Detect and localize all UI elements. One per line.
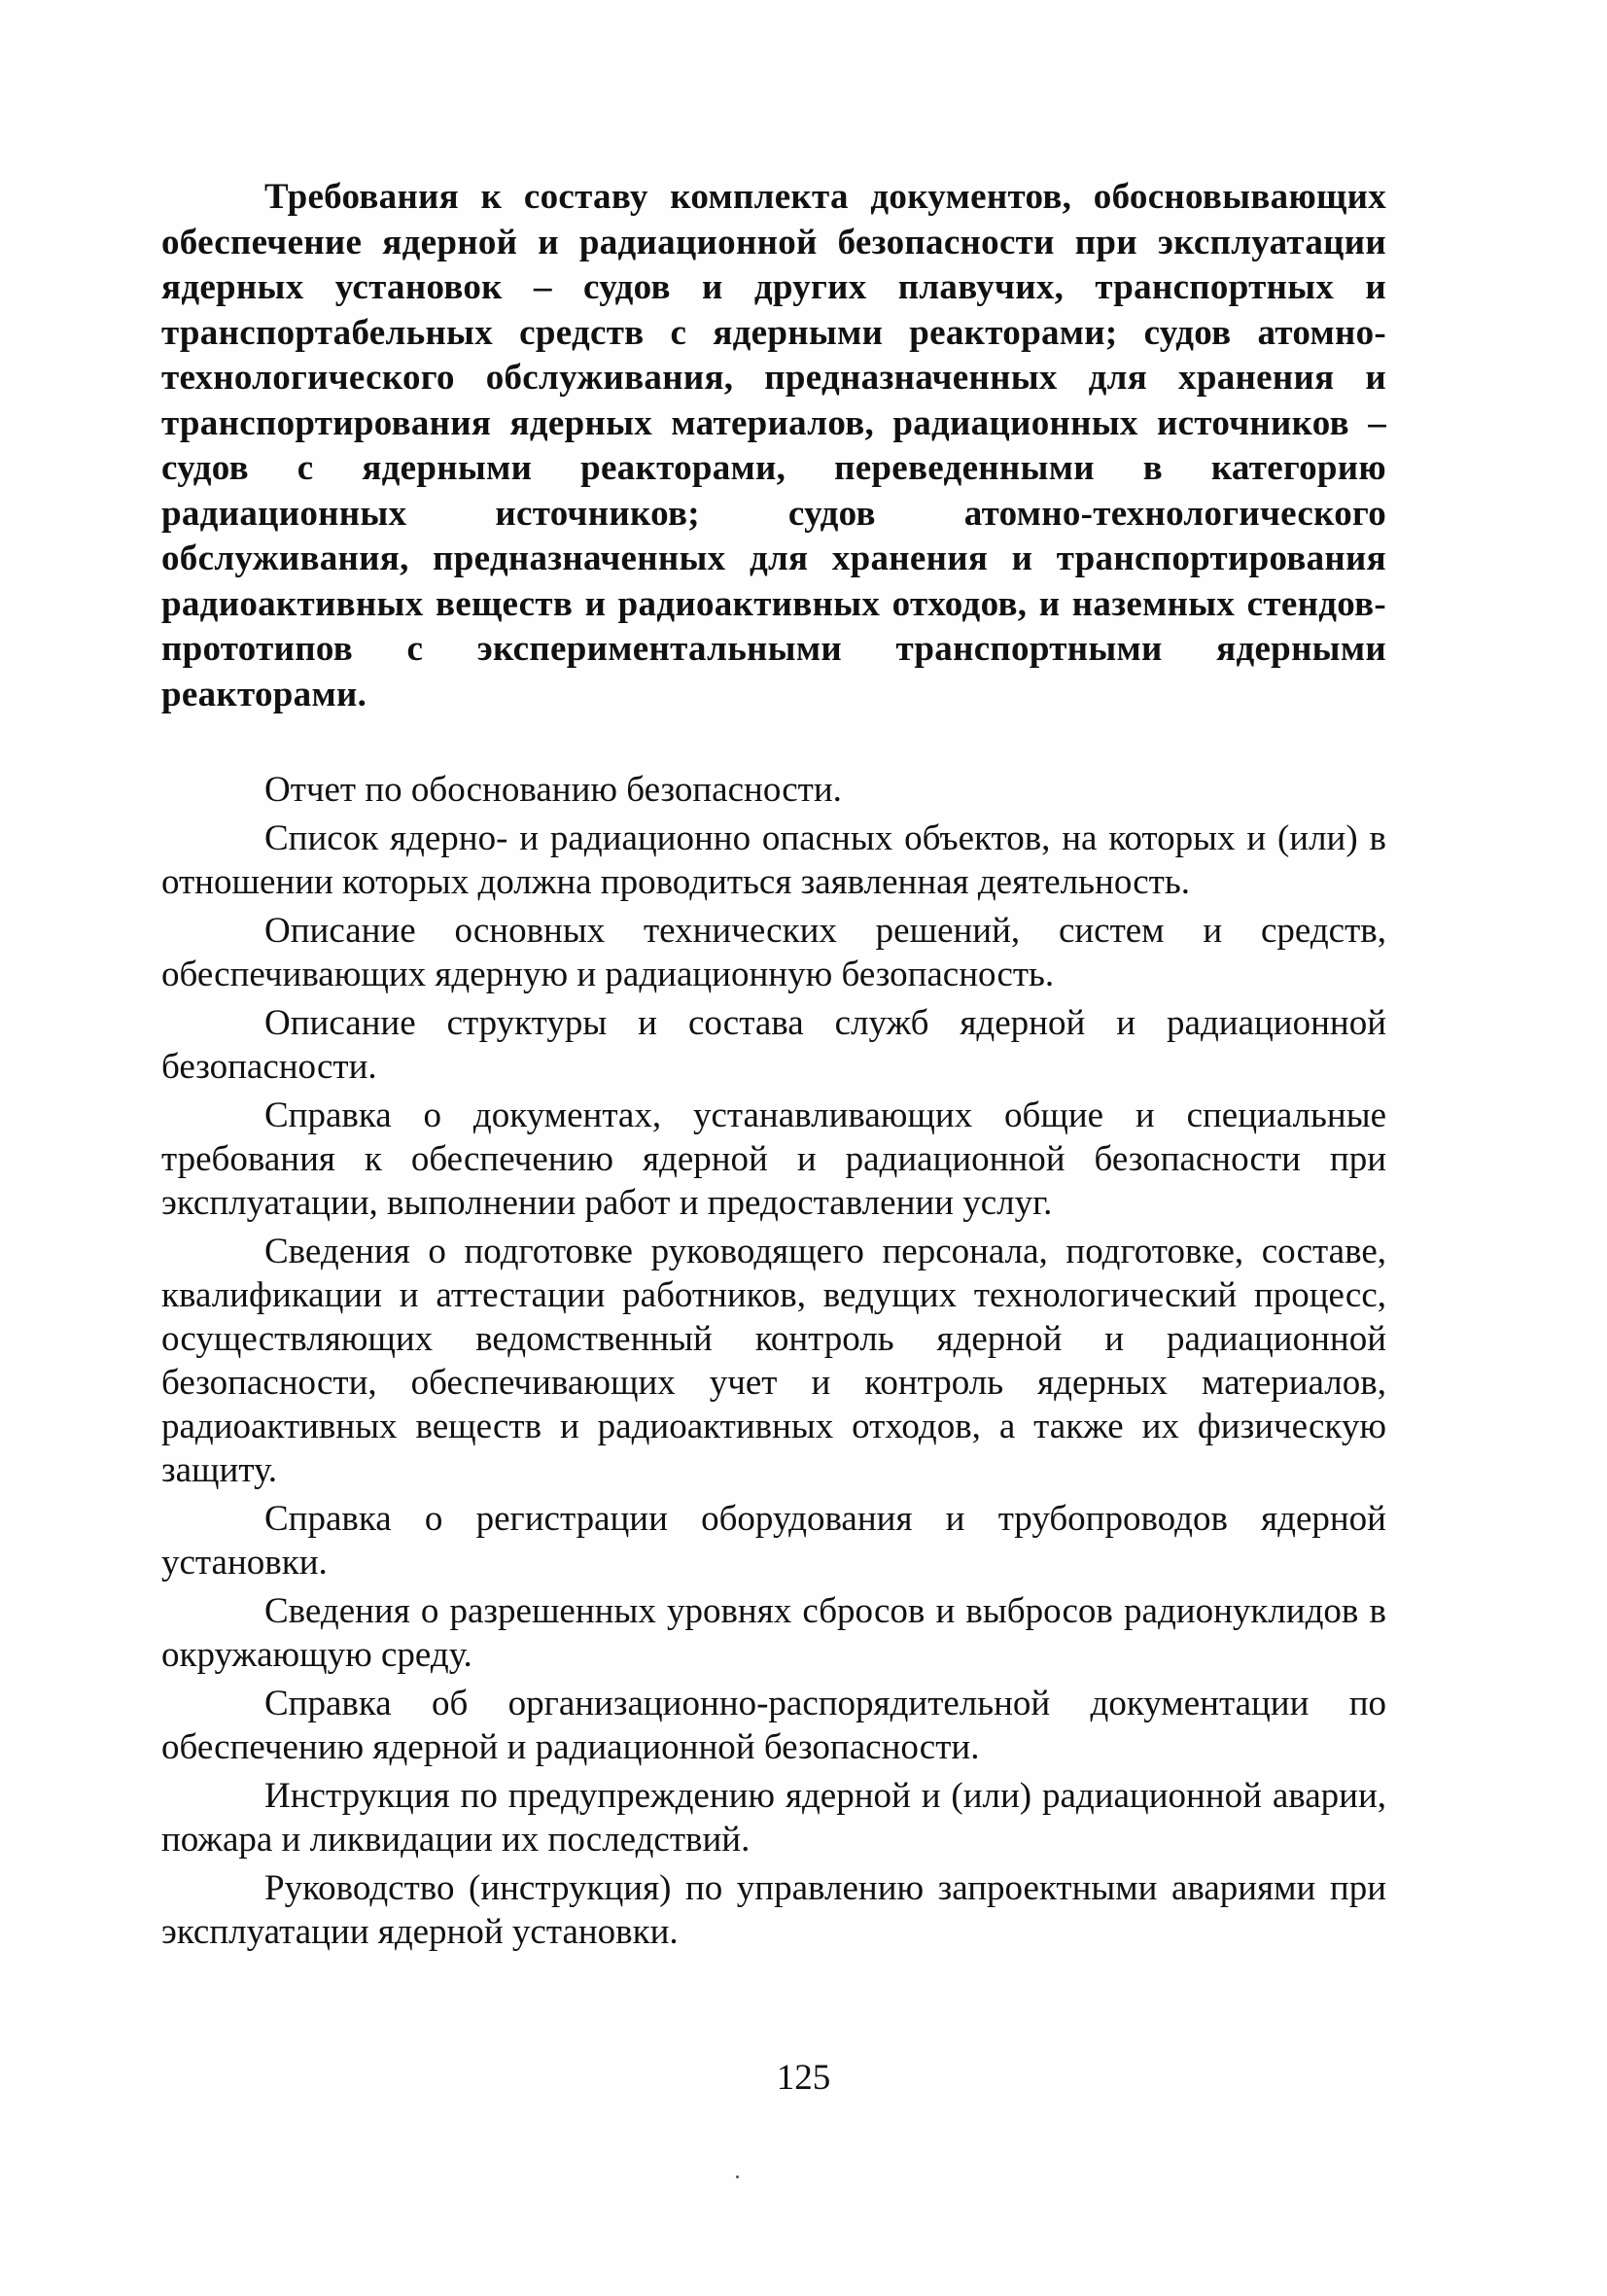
list-item: Отчет по обоснованию безопасности.	[264, 770, 842, 810]
page-number: 125	[776, 2058, 831, 2098]
list-item: Описание структуры и состава служб ядерной и радиационной безопасности.	[161, 1003, 1386, 1087]
scan-speck	[736, 2175, 739, 2178]
list-item: Справка о документах, устанавливающих общие и специальные требования к обеспечению ядерной и радиационной безопасности при эксплуатации, выполнении работ и предоставлении услуг.	[161, 1096, 1386, 1223]
list-item: Список ядерно- и радиационно опасных объектов, на которых и (или) в отношении которых должна проводиться заявленная деятельность.	[161, 818, 1386, 902]
list-item: Описание основных технических решений, систем и средств, обеспечивающих ядерную и радиационную безопасность.	[161, 911, 1386, 994]
list-item: Справка об организационно-распорядительной документации по обеспечению ядерной и радиационной безопасности.	[161, 1684, 1386, 1767]
list-item: Справка о регистрации оборудования и трубопроводов ядерной установки.	[161, 1499, 1386, 1583]
list-item: Инструкция по предупреждению ядерной и (или) радиационной аварии, пожара и ликвидации их последствий.	[161, 1776, 1386, 1860]
list-item: Сведения о подготовке руководящего персонала, подготовке, составе, квалификации и аттестации работников, ведущих технологический процесс, осуществляющих ведомственный контроль ядерной и радиационной безопасности, обеспечивающих учет и контроль ядерных материалов, радиоактивных веществ и радиоактивных отходов, а также их физическую защиту.	[161, 1232, 1386, 1490]
document-list	[161, 768, 1386, 1954]
list-item: Сведения о разрешенных уровнях сбросов и выбросов радионуклидов в окружающую среду.	[161, 1591, 1386, 1675]
list-item: Руководство (инструкция) по управлению запроектными авариями при эксплуатации ядерной установки.	[161, 1868, 1386, 1952]
section-heading: Требования к составу комплекта документов, обосновывающих обеспечение ядерной и радиационной безопасности при эксплуатации ядерных установок – судов и других плавучих, транспортных и транспортабельных средств с ядерными реакторами; судов атомно-технологического обслуживания, предназначенных для хранения и транспортирования ядерных материалов, радиационных источников – судов с ядерными реакторами, переведенными в категорию радиационных источников; судов атомно-технологического обслуживания, предназначенных для хранения и транспортирования радиоактивных веществ и радиоактивных отходов, и наземных стендов-прототипов с экспериментальными транспортными ядерными реакторами.	[161, 177, 1386, 714]
page-content	[161, 175, 1386, 1959]
